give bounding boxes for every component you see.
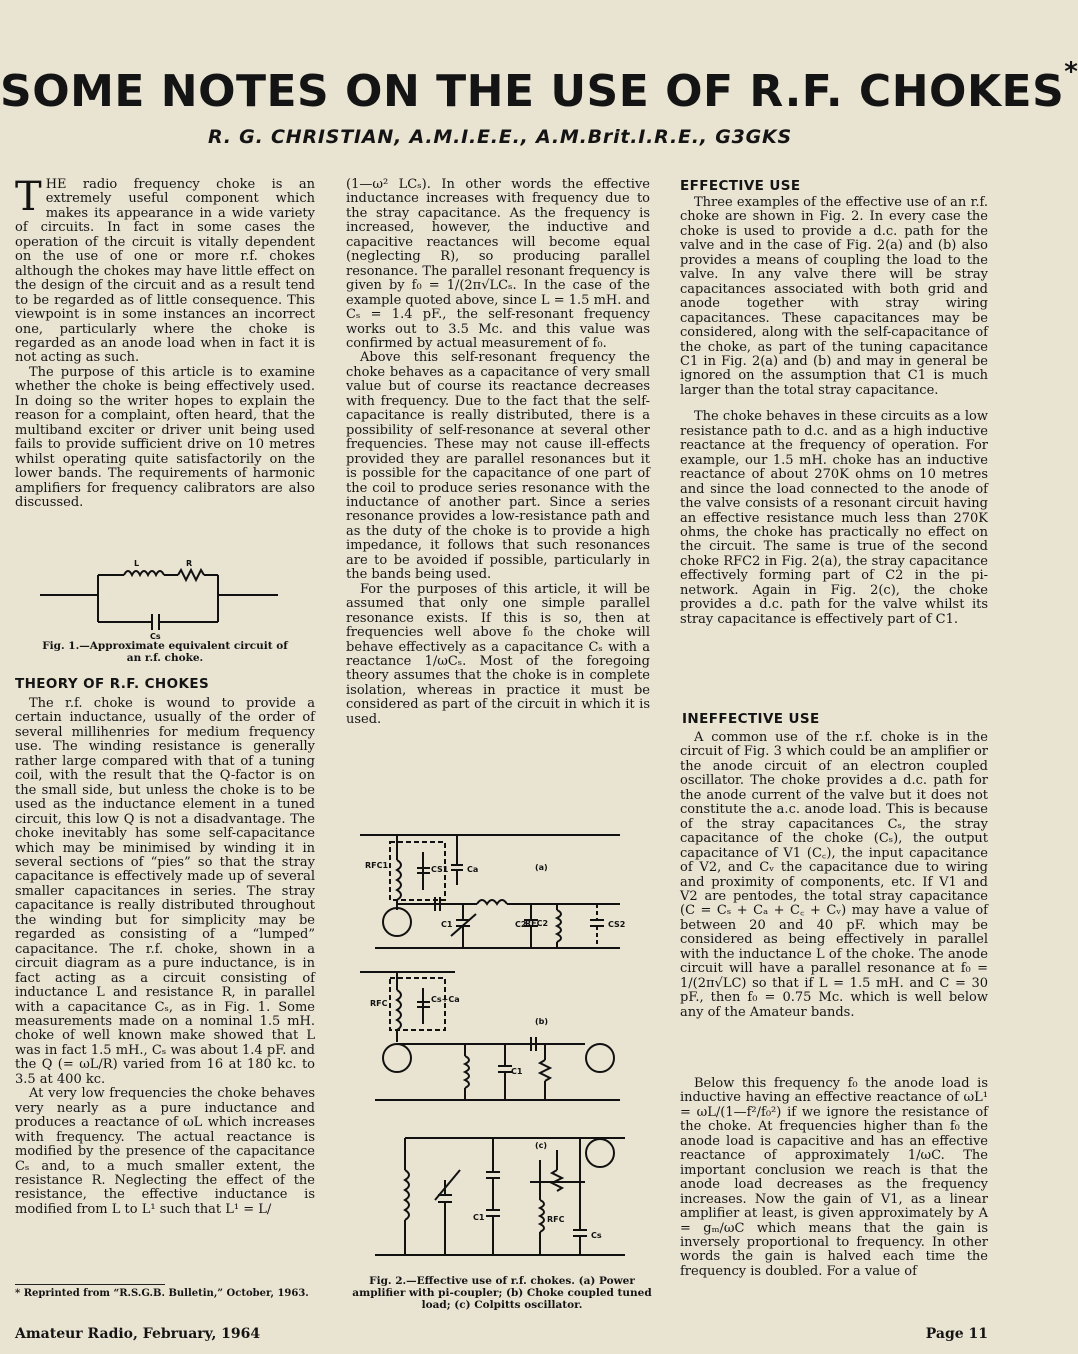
fig1-label-r: R [186,559,193,568]
heading-effective-use: EFFECTIVE USE [680,178,801,194]
drop-cap: T [15,174,42,220]
fig2-label-rfc1: RFC1 [365,861,389,870]
footer-publication: Amateur Radio, February, 1964 [15,1326,261,1342]
choke-behaviour-paragraph: The choke behaves in these circuits as a low resistance path to d.c. and as a high inductive reactance at the frequency of operation. For example, our 1.5 mH. choke has an inductive reactance of about 270K ohms on 10 metres and since the load connected to the anode of the valve consists of a resonant circuit having an effective resistance much less than 270K ohms, the choke has practically no effect on the circuit. The same is true of the second choke RFC2 in Fig. 2(a), the stray capacitance effectively forming part of C2 in the pi-network. Again in Fig. 2(c), the choke provides a d.c. path for the valve whilst its stray capacitance is effectively part of C1. [680,409,988,627]
resonance-paragraph: (1—ω² LCₛ). In other words the effective inductance increases with frequency due to the stray capacitance. As the frequency is increased, however, the inductive and capacitive reactances will become equal (neglecting R), so producing parallel resonance. The parallel resonant frequency is given by f₀ = 1/(2π√LCₛ. In the case of the example quoted above, since L = 1.5 mH. and Cₛ = 1.4 pF., the self-resonant frequency works out to 3.5 Mc. and this value was confirmed by actual measurement of f₀. [346,177,650,351]
fig2-label-c1-c: C1 [473,1213,485,1222]
fig2-label-c: (c) [535,1141,548,1150]
figure-1-equivalent-circuit [40,560,290,640]
fig2-label-rfc: RFC [370,999,388,1008]
figure-2-caption: Fig. 2.—Effective use of r.f. chokes. (a) Power amplifier with pi-coupler; (b) Choke coupled tuned load; (c) Colpitts oscillator. [352,1275,652,1311]
column-3-continuation [680,1077,988,1279]
self-resonance-paragraph: Above this self-resonant frequency the choke behaves as a capacitance of very small value but of course its reactance decreases with frequency. Due to the fact that the self-capacitance is really distributed, there is a possibility of self-resonance at several other frequencies. These may not cause ill-effects provided they are parallel resonances but it is possible for the capacitance of one part of the coil to produce series resonance with the inductance of another part. Since a series resonance provides a low-resistance path and as the duty of the choke is to provide a high impedance, it follows that such resonances are to be avoided if possible, particularly in the bands being used. [346,350,650,583]
fig2-label-cs1: CS1 [431,865,449,874]
fig2-label-rfc-c: RFC [547,1215,565,1224]
fig2-label-csca: Cs+Ca [431,995,460,1004]
author-byline: R. G. CHRISTIAN, A.M.I.E.E., A.M.Brit.I.R.E., G3GKS [207,126,793,148]
figure-1-caption: Fig. 1.—Approximate equivalent circuit of an r.f. choke. [42,640,288,664]
footnote-rule [15,1284,165,1285]
column-1-theory [15,697,315,1217]
fig2-label-cs: Cs [591,1231,602,1240]
fig2-label-c1: C1 [441,920,453,929]
fig2-label-b: (b) [535,1017,549,1026]
fig1-label-cs: Cs [150,632,161,641]
fig2-label-ca: Ca [467,865,479,874]
article-title: SOME NOTES ON THE USE OF R.F. CHOKES* [0,57,1078,117]
assumption-paragraph: For the purposes of this article, it will be assumed that only one simple parallel resonance exists. If this is so, then at frequencies well above f₀ the choke will behave effectively as a capacitance Cₛ with a reactance 1/ωCₛ. Most of the foregoing theory assumes that the choke is in complete isolation, whereas in practice it must be considered as part of the circuit in which it is used. [346,581,650,727]
fig1-label-l: L [134,559,140,568]
fig2-label-c2: C2 [515,920,527,929]
reprint-footnote: * Reprinted from “R.S.G.B. Bulletin,” October, 1963. [15,1288,309,1299]
column-3-effective-use [680,196,988,627]
heading-ineffective-use: INEFFECTIVE USE [682,711,820,727]
fig2-label-rfc2: RFC2 [525,919,549,928]
footer-page-number: Page 11 [925,1326,988,1342]
purpose-paragraph: The purpose of this article is to examine whether the choke is being effectively used. In doing so the writer hopes to explain the reason for a complaint, often heard, that the multiband exciter or driver unit being used fails to provide sufficient drive on 10 metres whilst operating quite satisfactorily on the lower bands. The requirements of harmonic amplifiers for frequency calibrators are also discussed. [15,364,315,510]
title-footnote-mark: * [1064,57,1078,88]
fig2-label-cs2: CS2 [608,920,626,929]
figure-2-circuits [335,830,650,1270]
column-2-text [346,178,650,727]
low-frequency-paragraph: At very low frequencies the choke behaves very nearly as a pure inductance and produces a reactance of ωL which increases with frequency. The actual reactance is modified by the presence of the capacitance Cₛ and, to a much smaller extent, the resistance R. Neglecting the effect of the resistance, the effective inductance is modified from L to L¹ such that L¹ = L/ [15,1086,315,1217]
fig2-label-c1-b: C1 [511,1067,523,1076]
column-3-ineffective-use [680,731,988,1020]
ineffective-use-paragraph: A common use of the r.f. choke is in the circuit of Fig. 3 which could be an amplifier or the anode circuit of an electron coupled oscillator. The choke provides a d.c. path for the anode current of the valve but it does not constitute the a.c. anode load. This is because of the stray capacitances Cₛ, the stray capacitance of the choke (Cₛ), the output capacitance of V1 (C꜀), the input capacitance of V2, and Cᵥ the capacitance due to wiring and proximity of components, etc. If V1 and V2 are pentodes, the total stray capacitance (C = Cₛ + Cₐ + C꜀ + Cᵥ) may have a value of between 20 and 40 pF. which may be considered as being effectively in parallel with the inductance L of the choke. The anode circuit will have a parallel resonance at f₀ = 1/(2π√LC) so that if L = 1.5 mH. and C = 30 pF., then f₀ = 0.75 Mc. which is well below any of the Amateur bands. [680,730,988,1020]
column-1-intro [15,174,315,510]
theory-paragraph: The r.f. choke is wound to provide a certain inductance, usually of the order of several millihenries for medium frequency use. The winding resistance is generally rather large compared with that of a tuning coil, with the result that the Q-factor is on the small side, but unless the choke is to be used as the inductance element in a tuned circuit, this low Q is not a disadvantage. The choke inevitably has some self-capacitance which may be minimised by winding it in several sections of “pies” so that the stray capacitance is effectively made up of several smaller capacitances in series. The stray capacitance is really distributed throughout the winding but for simplicity may be regarded as consisting of a “lumped” capacitance. The r.f. choke, shown in a circuit diagram as a pure inductance, is in fact acting as a circuit consisting of inductance L and resistance R, in parallel with a capacitance Cₛ, as in Fig. 1. Some measurements made on a nominal 1.5 mH. choke of well known make showed that L was in fact 1.5 mH., Cₛ was about 1.4 pF. and the Q (= ωL/R) varied from 16 at 180 kc. to 3.5 at 400 kc. [15,696,315,1087]
intro-paragraph: THE radio frequency choke is an extremely useful component which makes its appearance in a wide variety of circuits. In fact in some cases the operation of the circuit is vitally dependent on the use of one or more r.f. chokes although the chokes may have little effect on the design of the circuit and as a result tend to be regarded as of little consequence. This viewpoint is in some instances an incorrect one, particularly where the choke is regarded as an anode load when in fact it is not acting as such. [15,174,315,366]
effective-use-paragraph: Three examples of the effective use of an r.f. choke are shown in Fig. 2. In every case the choke is used to provide a d.c. path for the valve and in the case of Fig. 2(a) and (b) also provides a means of coupling the load to the valve. In any valve there will be stray capacitances associated with both grid and anode together with stray wiring capacitances. These capacitances may be considered, along with the self-capacitance of the choke, as part of the tuning capacitance C1 in Fig. 2(a) and (b) and may in general be ignored on the assumption that C1 is much larger than the total stray capacitance. [680,195,988,398]
fig2-label-a: (a) [535,863,548,872]
heading-theory: THEORY OF R.F. CHOKES [15,676,210,692]
below-frequency-paragraph: Below this frequency f₀ the anode load is inductive having an effective reactance of ωL¹ = ωL/(1—f²/f₀²) if we ignore the resistance of the choke. At frequencies higher than f₀ the anode load is capacitive and has an effective reactance of approximately 1/ωC. The important conclusion we reach is that the anode load decreases as the frequency increases. Now the gain of V1, as a linear amplifier at least, is given approximately by A = gₘ/ωC which means that the gain is inversely proportional to frequency. In other words the gain is halved each time the frequency is doubled. For a value of [680,1076,988,1279]
